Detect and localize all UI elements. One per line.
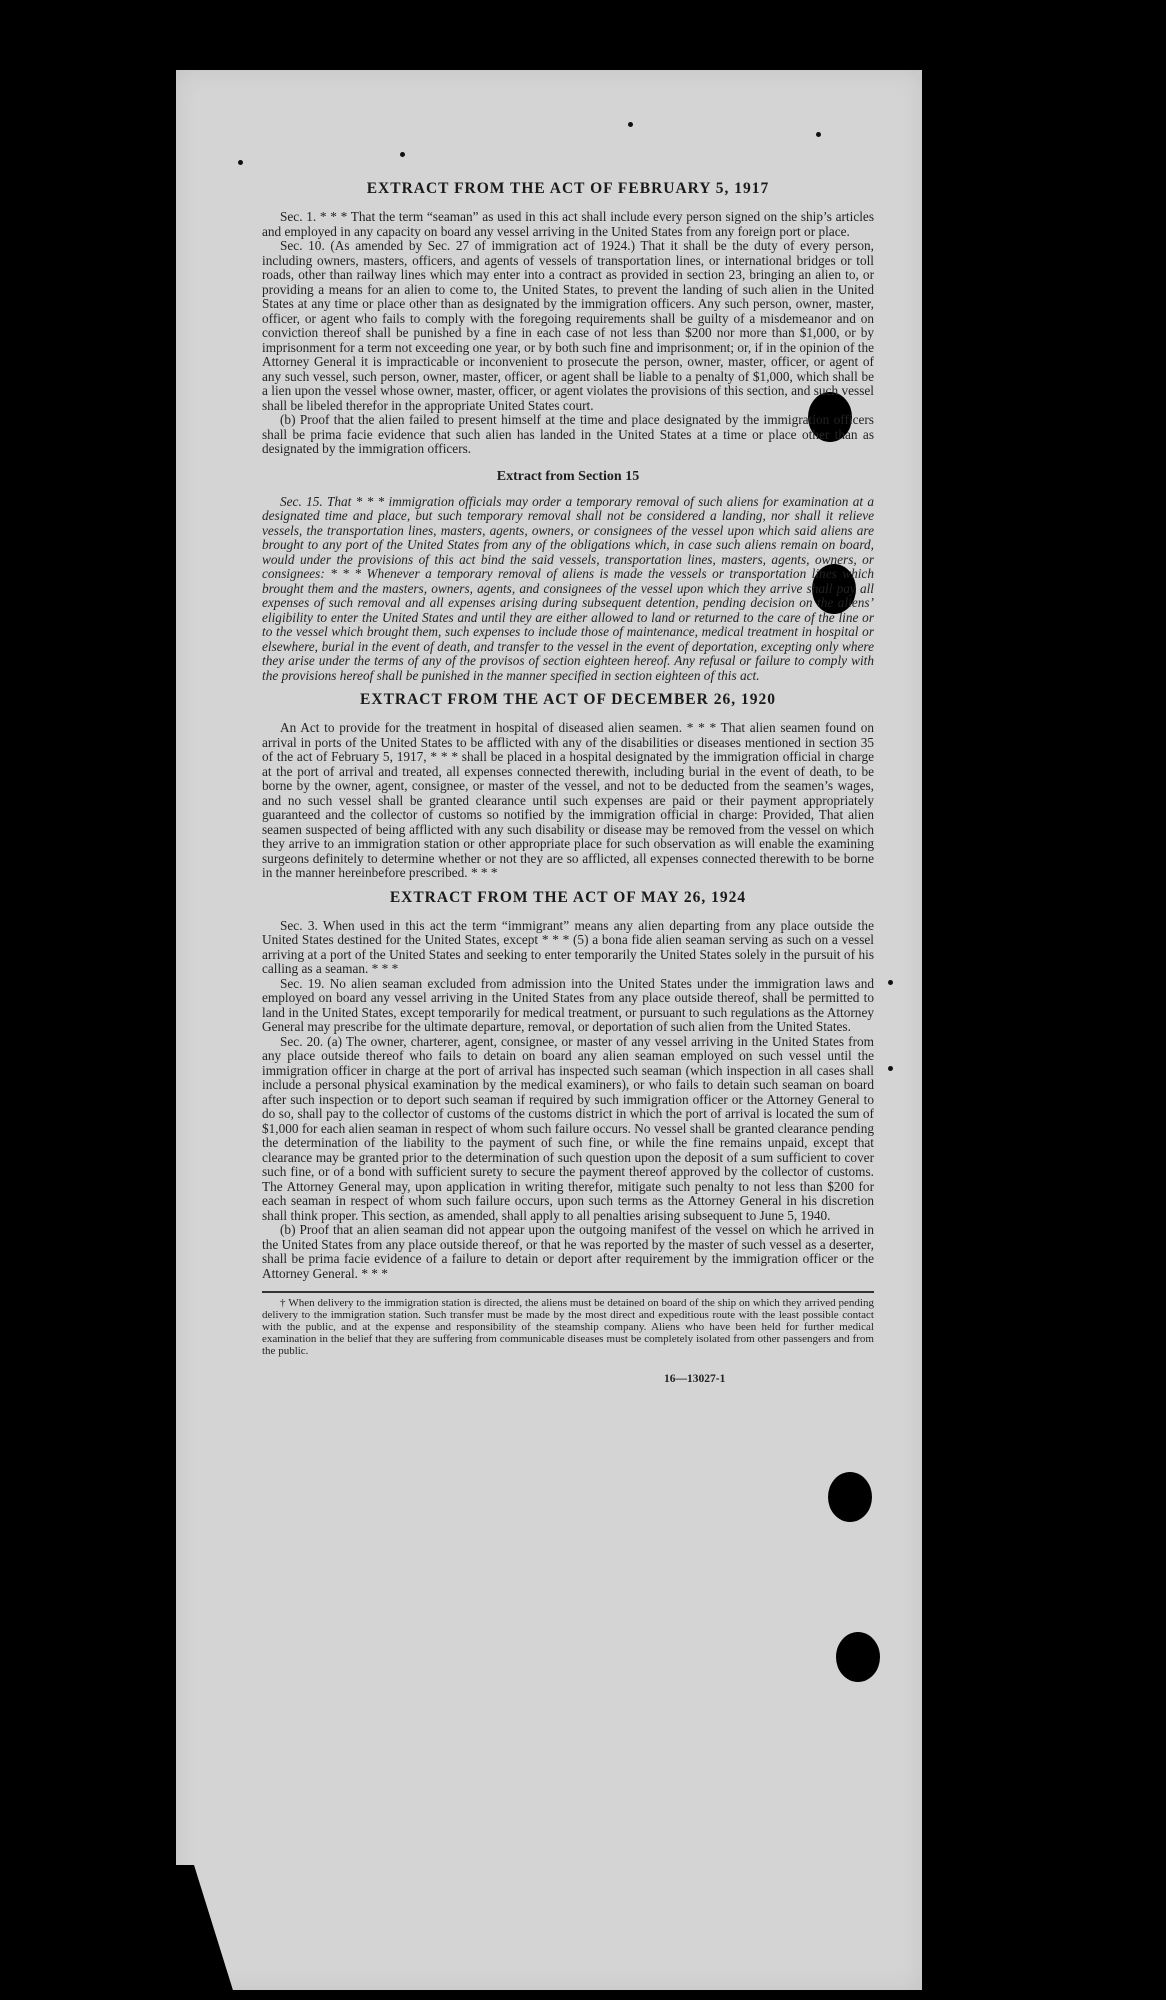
speck: [816, 132, 821, 137]
section-3: Sec. 3. When used in this act the term “immigrant” means any alien departing from any place outside the United States destined for the United States, except * * * (5) a bona fide alien seaman serving as such on a vessel arriving at a port of the United States and seeking to enter temporarily the United States solely in the pursuit of his calling as a seaman. * * *: [262, 917, 874, 976]
heading-section-15: Extract from Section 15: [496, 468, 640, 484]
speck: [238, 160, 243, 165]
heading-act-1924: EXTRACT FROM THE ACT OF MAY 26, 1924: [389, 888, 747, 906]
speck: [888, 1066, 893, 1071]
section-20-b: (b) Proof that an alien seaman did not appear upon the outgoing manifest of the vessel on which he arrived in the United States from any place outside thereof, or that he was reported by the master of such vessel as a deserter, shall be prima facie evidence of a failure to detain or deport after requirement by the immigration officer or the Attorney General. * * *: [262, 1222, 874, 1281]
footnote-divider: [262, 1291, 874, 1293]
footnote: † When delivery to the immigration station is directed, the aliens must be detained on board of the ship on which they arrived pending delivery to the immigration station. Such transfer must be made by the most direct and expeditious route with the least possible contact with the public, and at the expense and responsibility of the steamship company. Aliens who have been held for further medical examination in the belief that they are suffering from communicable diseases must be completely isolated from other passengers and from the public.: [262, 1297, 874, 1357]
section-20-a: Sec. 20. (a) The owner, charterer, agent, consignee, or master of any vessel arriving in the United States from any place outside thereof who fails to detain on board any alien seaman employed on such vessel until the immigration officer in charge at the port of arrival has inspected such seaman (which inspection in all cases shall include a personal physical examination by the medical examiners), or who fails to detain such seaman on board after such inspection or to deport such seaman if required by such immigration officer or the Attorney General to do so, shall pay to the collector of customs of the customs district in which the port of arrival is located the sum of $1,000 for each alien seaman in respect of whom such failure occurs. No vessel shall be granted clearance pending the determination of the liability to the payment of such fine, or while the fine remains unpaid, except that clearance may be granted prior to the determination of such question upon the deposit of a sum sufficient to cover such fine, or of a bond with sufficient surety to secure the payment thereof approved by the collector of customs. The Attorney General may, upon application in writing therefor, mitigate such penalty to not less than $200 for each seaman in respect of whom such failure occurs, upon such terms as the Attorney General in his discretion shall think proper. This section, as amended, shall apply to all penalties arising subsequent to June 5, 1940.: [262, 1033, 874, 1223]
speck: [888, 980, 893, 985]
section-19: Sec. 19. No alien seaman excluded from admission into the United States under the immigration laws and employed on board any vessel arriving in the United States from any place outside thereof, shall be permitted to land in the United States, except temporarily for medical treatment, or pursuant to such regulations as the Attorney General may prescribe for the ultimate departure, removal, or deportation of such alien from the United States.: [262, 975, 874, 1034]
heading-act-1920: EXTRACT FROM THE ACT OF DECEMBER 26, 1920: [360, 691, 776, 708]
section-15: Sec. 15. That * * * immigration officials may order a temporary removal of such aliens for examination at a designated time and place, but such temporary removal shall not be considered a landing, nor shall it relieve vessels, the transportation lines, masters, agents, owners, or consignees of the vessel upon which said aliens are brought to any port of the United States from any of the obligations which, in case such aliens remain on board, would under the provisions of this act bind the said vessels, transportation lines, masters, agents, owners, or consignees: * * * Whenever a temporary removal of aliens is made the vessels or transportation lines which brought them and the masters, owners, agents, and consignees of the vessel upon which they arrive shall pay all expenses of such removal and all expenses arising during subsequent detention, pending decision on the aliens’ eligibility to enter the United States and until they are either allowed to land or returned to the care of the line or to the vessel which brought them, such expenses to include those of maintenance, medical treatment in hospital or elsewhere, burial in the event of death, and transfer to the vessel in the event of deportation, excepting only where they arise under the terms of any of the provisos of section eighteen hereof. Any refusal or failure to comply with the provisions hereof shall be punished in the manner specified in section eighteen of this act.: [262, 493, 874, 683]
section-1: Sec. 1. * * * That the term “seaman” as used in this act shall include every person signed on the ship’s articles and employed in any capacity on board any vessel arriving in the United States from any foreign port or place.: [262, 209, 874, 239]
document-content: [262, 172, 874, 1385]
section-10-b: (b) Proof that the alien failed to present himself at the time and place designated by the immigration officers shall be prima facie evidence that such alien has landed in the United States at a time or place other than as designated by the immigration officers.: [262, 412, 874, 456]
speck: [400, 152, 405, 157]
section-10: Sec. 10. (As amended by Sec. 27 of immigration act of 1924.) That it shall be the duty of every person, including owners, masters, officers, and agents of vessels of transportation lines, or international bridges or toll roads, other than railway lines which may enter into a contract as provided in section 23, bringing an alien to, or providing a means for an alien to come to, the United States, to prevent the landing of such alien in the United States at any time or place other than as designated by the immigration officers. Any such person, owner, master, officer, or agent who fails to comply with the foregoing requirements shall be guilty of a misdemeanor and on conviction thereof shall be punished by a fine in each case of not less than $200 nor more than $1,000, or by imprisonment for a term not exceeding one year, or by both such fine and imprisonment; or, if in the opinion of the Attorney General it is impracticable or inconvenient to prosecute the person, owner, master, officer, or agent of any such vessel, such person, owner, master, officer, or agent shall be liable to a penalty of $1,000, which shall be a lien upon the vessel whose owner, master, officer, or agent violates the provisions of this section, and such vessel shall be libeled therefor in the appropriate United States court.: [262, 238, 874, 413]
speck: [628, 122, 633, 127]
document-number: 16—13027-1: [664, 1373, 726, 1385]
heading-act-1917: EXTRACT FROM THE ACT OF FEBRUARY 5, 1917: [366, 180, 770, 197]
punch-hole: [828, 1472, 872, 1522]
punch-hole: [836, 1632, 880, 1682]
act-1920-text: An Act to provide for the treatment in hospital of diseased alien seamen. * * * That alien seamen found on arrival in ports of the United States to be afflicted with any of the disabilities or diseases mentioned in section 35 of the act of February 5, 1917, * * * shall be placed in a hospital designated by the immigration official in charge at the port of arrival and treated, all expenses connected therewith, including burial in the event of death, to be borne by the owner, agent, consignee, or master of the vessel, and not to be deducted from the seamen’s wages, and no such vessel shall be granted clearance until such expenses are paid or their payment appropriately guaranteed and the collector of customs so notified by the immigration official in charge: Provided, That alien seamen suspected of being afflicted with any such disability or disease may be removed from the vessel on which they arrive to an immigration station or other appropriate place for such observation as will enable the examining surgeons definitely to determine whether or not they are so afflicted, all expenses connected therewith to be borne in the manner hereinbefore prescribed. * * *: [262, 720, 874, 880]
